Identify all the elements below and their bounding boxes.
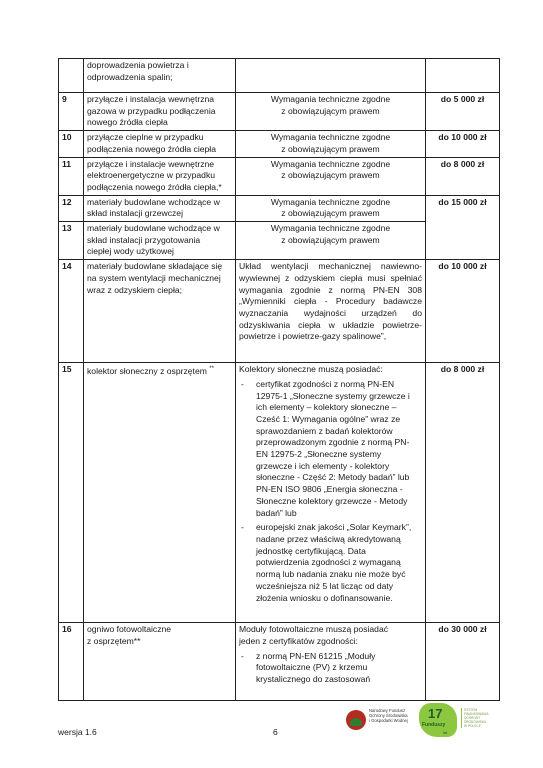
- requirements-cell: [236, 623, 426, 701]
- system-logo-text: SYSTEM FINANSOWANIA OCHRONY ŚRODOWISKA W POLSCE: [461, 708, 502, 728]
- requirements-cell: [236, 59, 426, 93]
- requirements-intro: Kolektory słoneczne muszą posiadać:: [239, 364, 383, 375]
- row-number: 16: [59, 623, 84, 701]
- table-row: [59, 59, 500, 93]
- item-description: przyłącze i instalacje wewnętrzne elektroenergetyczne w przypadku podłączenia nowego źródła ciepła,*: [84, 157, 236, 195]
- requirements-text: Wymagania techniczne zgodne z obowiązującym prawem: [236, 157, 426, 195]
- amount-cell: [426, 59, 500, 93]
- requirements-text: Wymagania techniczne zgodne z obowiązującym prawem: [236, 222, 426, 260]
- requirements-cell: [236, 363, 426, 623]
- page-number: 6: [273, 727, 278, 737]
- row-number: 12: [59, 195, 84, 221]
- requirements-intro: Moduły fotowoltaiczne muszą posiadać jeden z certyfikatów zgodności:: [239, 624, 389, 646]
- table-row: [59, 157, 500, 195]
- max-amount: do 10 000 zł: [426, 131, 500, 157]
- requirements-text: Wymagania techniczne zgodne z obowiązującym prawem: [236, 131, 426, 157]
- row-number: 14: [59, 260, 84, 363]
- anniversary-logo: [419, 703, 459, 739]
- nfosigw-logo-text: Narodowy Fundusz Ochrony Środowiska i Gospodarki Wodnej: [369, 708, 408, 723]
- table-row: [59, 195, 500, 221]
- nfosigw-logo: [346, 706, 416, 740]
- list-item: - certyfikat zgodności z normą PN-EN 12975-1 „Słoneczne systemy grzewcze i ich elementy – kolektory słoneczne – Cześć 1: Wymagania ogólne” wraz ze sprawozdaniem z badań kolektorów przeprowadzonym zgodnie z normą PN- EN 12975-2 „Słoneczne systemy grzewcze i ich elementy - kolektory słoneczne - Część 2: Metody badań” lub PN-EN ISO 9806 „Energia słoneczna - Słoneczne kolektory grzewcze - Metody badań” lub: [239, 379, 422, 519]
- requirements-text: Wymagania techniczne zgodne z obowiązującym prawem: [236, 195, 426, 221]
- item-description: doprowadzenia powietrza i odprowadzenia spalin;: [84, 59, 236, 93]
- table-row: [59, 623, 500, 701]
- item-description: przyłącze cieplne w przypadku podłączenia nowego źródła ciepła: [84, 131, 236, 157]
- anniversary-word: Funduszy: [422, 722, 446, 728]
- row-number-cell: [59, 59, 84, 93]
- item-description: materiały budowlane wchodzące w skład instalacji grzewczej: [84, 195, 236, 221]
- requirements-list: [239, 379, 422, 604]
- item-description: materiały budowlane składające się na system wentylacji mechanicznej wraz z odzyskiem ciepła;: [84, 260, 236, 363]
- row-number: 13: [59, 222, 84, 260]
- max-amount: do 8 000 zł: [426, 363, 500, 623]
- max-amount: do 30 000 zł: [426, 623, 500, 701]
- item-description: [84, 363, 236, 623]
- list-item: - z normą PN-EN 61215 „Moduły fotowoltaiczne (PV) z krzemu krystalicznego do zastosowań: [239, 651, 422, 686]
- item-text: kolektor słoneczny z osprzętem: [87, 366, 207, 376]
- item-description: materiały budowlane wchodzące w skład instalacji przygotowania ciepłej wody użytkowej: [84, 222, 236, 260]
- item-description: ogniwo fotowoltaiczne z osprzętem**: [84, 623, 236, 701]
- max-amount: do 5 000 zł: [426, 93, 500, 131]
- document-version: wersja 1.6: [58, 727, 97, 737]
- requirements-table: [58, 58, 500, 701]
- max-amount: do 8 000 zł: [426, 157, 500, 195]
- table-row: [59, 131, 500, 157]
- list-item: - europejski znak jakości „Solar Keymark”, nadane przez właściwą akredytowaną jednostkę certyfikującą. Data potwierdzenia zgodności z wymaganą normą lub nadania znaku nie może być wcześniejsza niż 5 lat licząc od daty złożenia wniosku o dofinansowanie.: [239, 522, 422, 604]
- nfosigw-emblem-icon: [346, 710, 366, 730]
- max-amount: do 15 000 zł: [426, 195, 500, 260]
- table-row: [59, 260, 500, 363]
- table-row: [59, 363, 500, 623]
- row-number: 15: [59, 363, 84, 623]
- table-row: [59, 93, 500, 131]
- requirements-list: [239, 651, 422, 686]
- anniversary-years: lat: [443, 730, 448, 735]
- footnote-mark: **: [209, 366, 214, 373]
- requirements-text: Wymagania techniczne zgodne z obowiązującym prawem: [236, 93, 426, 131]
- requirements-text: Układ wentylacji mechanicznej nawiewno-wywiewnej z odzyskiem ciepła musi spełniać wymagania zgodnie z normą PN-EN 308 „Wymienniki ciepła - Procedury badawcze wyznaczania wydajności urządzeń do odzyskiwania ciepła w układzie powietrze-powietrze i powietrze-gazy spalinowe”,: [236, 260, 426, 363]
- item-description: przyłącze i instalacja wewnętrzna gazowa w przypadku podłączenia nowego źródła ciepła: [84, 93, 236, 131]
- row-number: 10: [59, 131, 84, 157]
- row-number: 11: [59, 157, 84, 195]
- anniversary-number: 17: [428, 706, 443, 721]
- max-amount: do 10 000 zł: [426, 260, 500, 363]
- row-number: 9: [59, 93, 84, 131]
